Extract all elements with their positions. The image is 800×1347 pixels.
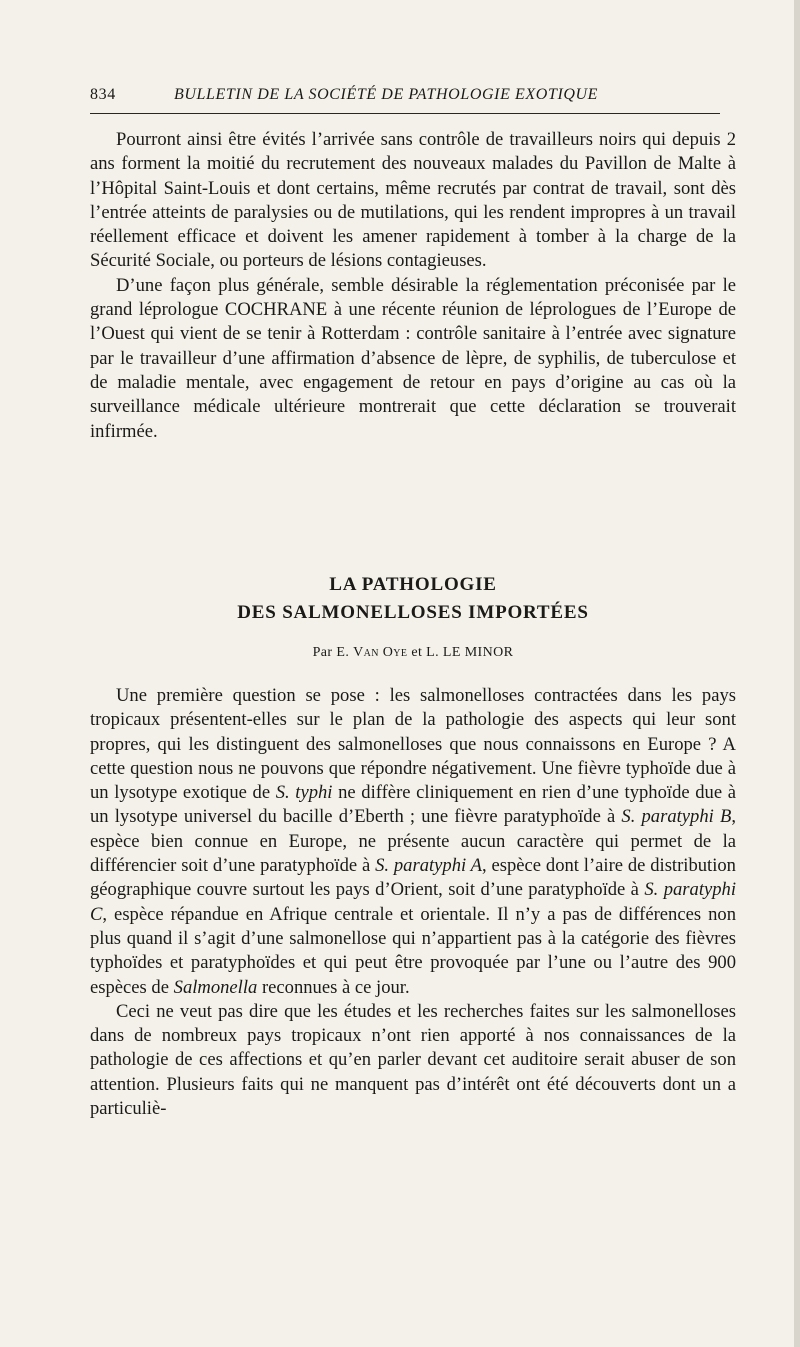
page-edge-shadow xyxy=(794,0,800,1347)
previous-article-conclusion xyxy=(90,128,736,444)
byline-prefix: Par E. xyxy=(312,645,350,660)
species-s-typhi: S. typhi xyxy=(275,782,333,804)
species-s-paratyphi-c: S. paratyphi C xyxy=(90,879,736,925)
genus-salmonella: Salmonella xyxy=(173,976,258,998)
article-title-line-1: LA PATHOLOGIE xyxy=(329,574,497,595)
paragraph-ceci-ne-veut-pas-dire: Ceci ne veut pas dire que les études et les recherches faites sur les salmonelloses dans de nombreux pays tropicaux n’ont rien apporté à nos connaissances de la pathologie de ces affections et qu’en parler devant cet auditoire serait abuser de son attention. Plusieurs faits qui ne manquent pas d’intérêt ont été découverts dont un a particuliè- xyxy=(90,1000,736,1120)
header-rule xyxy=(90,113,720,114)
running-header xyxy=(90,86,720,112)
page-number: 834 xyxy=(90,86,116,103)
paragraph-premiere-question: Une première question se pose : les salmonelloses contractées dans les pays tropicaux présentent-elles sur le plan de la pathologie des aspects qui leur sont propres, qui les distinguent des salmonelloses que nous connaissons en Europe ? A cette question nous ne pouvons que répondre négativement. Une fièvre typhoïde due à un lysotype exotique de S. typhi ne diffère cliniquement en rien d’une typhoïde due à un lysotype universel du bacille d’Eberth ; une fièvre paratyphoïde à S. paratyphi B, espèce bien connue en Europe, ne présente aucun caractère qui permet de la différencier soit d’une paratyphoïde à S. paratyphi A, espèce dont l’aire de distribution géographique couvre surtout les pays d’Orient, soit d’une paratyphoïde à S. paratyphi C, espèce répandue en Afrique centrale et orientale. Il n’y a pas de différences non plus quand il s’agit d’une salmonellose qui n’appartient pas à la catégorie des fièvres typhoïdes et paratyphoïdes et qui peut être provoquée par l’une ou l’autre des 900 espèces de Salmonella reconnues à ce jour. xyxy=(90,685,736,998)
article-byline xyxy=(90,645,736,661)
species-s-paratyphi-a: S. paratyphi A xyxy=(375,855,483,877)
paragraph-reglementation: D’une façon plus générale, semble désirable la réglementation préconisée par le grand léprologue COCHRANE à une récente réunion de léprologues de l’Europe de l’Ouest qui vient de se tenir à Rotterdam : contrôle sanitaire à l’entrée avec signature par le travailleur d’une affirmation d’absence de lèpre, de syphilis, de tuberculose et de maladie mentale, avec engagement de retour en pays d’origine au cas où la surveillance médicale ultérieure montrerait que cette déclaration se trouverait infirmée. xyxy=(90,274,736,442)
author-le-minor: LE MINOR xyxy=(442,645,514,660)
paragraph-paralysies: Pourront ainsi être évités l’arrivée sans contrôle de travailleurs noirs qui depuis 2 ans forment la moitié du recrutement des nouveaux malades du Pavillon de Malte à l’Hôpital Saint-Louis et dont certains, même recrutés par contrat de travail, sont dès l’entrée atteints de paralysies ou de mutilations, qui les rendent impropres à un travail réellement efficace et doivent les amener rapidement à tomber à la charge de la Sécurité Sociale, ou porteurs de lésions contagieuses. xyxy=(90,129,736,272)
byline-and: et L. xyxy=(411,645,439,660)
author-van-oye: Van Oye xyxy=(353,645,408,660)
article-title-line-2: DES SALMONELLOSES IMPORTÉES xyxy=(237,602,589,623)
species-s-paratyphi-b: S. paratyphi B xyxy=(621,806,732,828)
page-bottom-margin xyxy=(0,1210,800,1347)
running-title: BULLETIN DE LA SOCIÉTÉ DE PATHOLOGIE EXOTIQUE xyxy=(174,86,599,103)
article-body xyxy=(90,684,736,1121)
